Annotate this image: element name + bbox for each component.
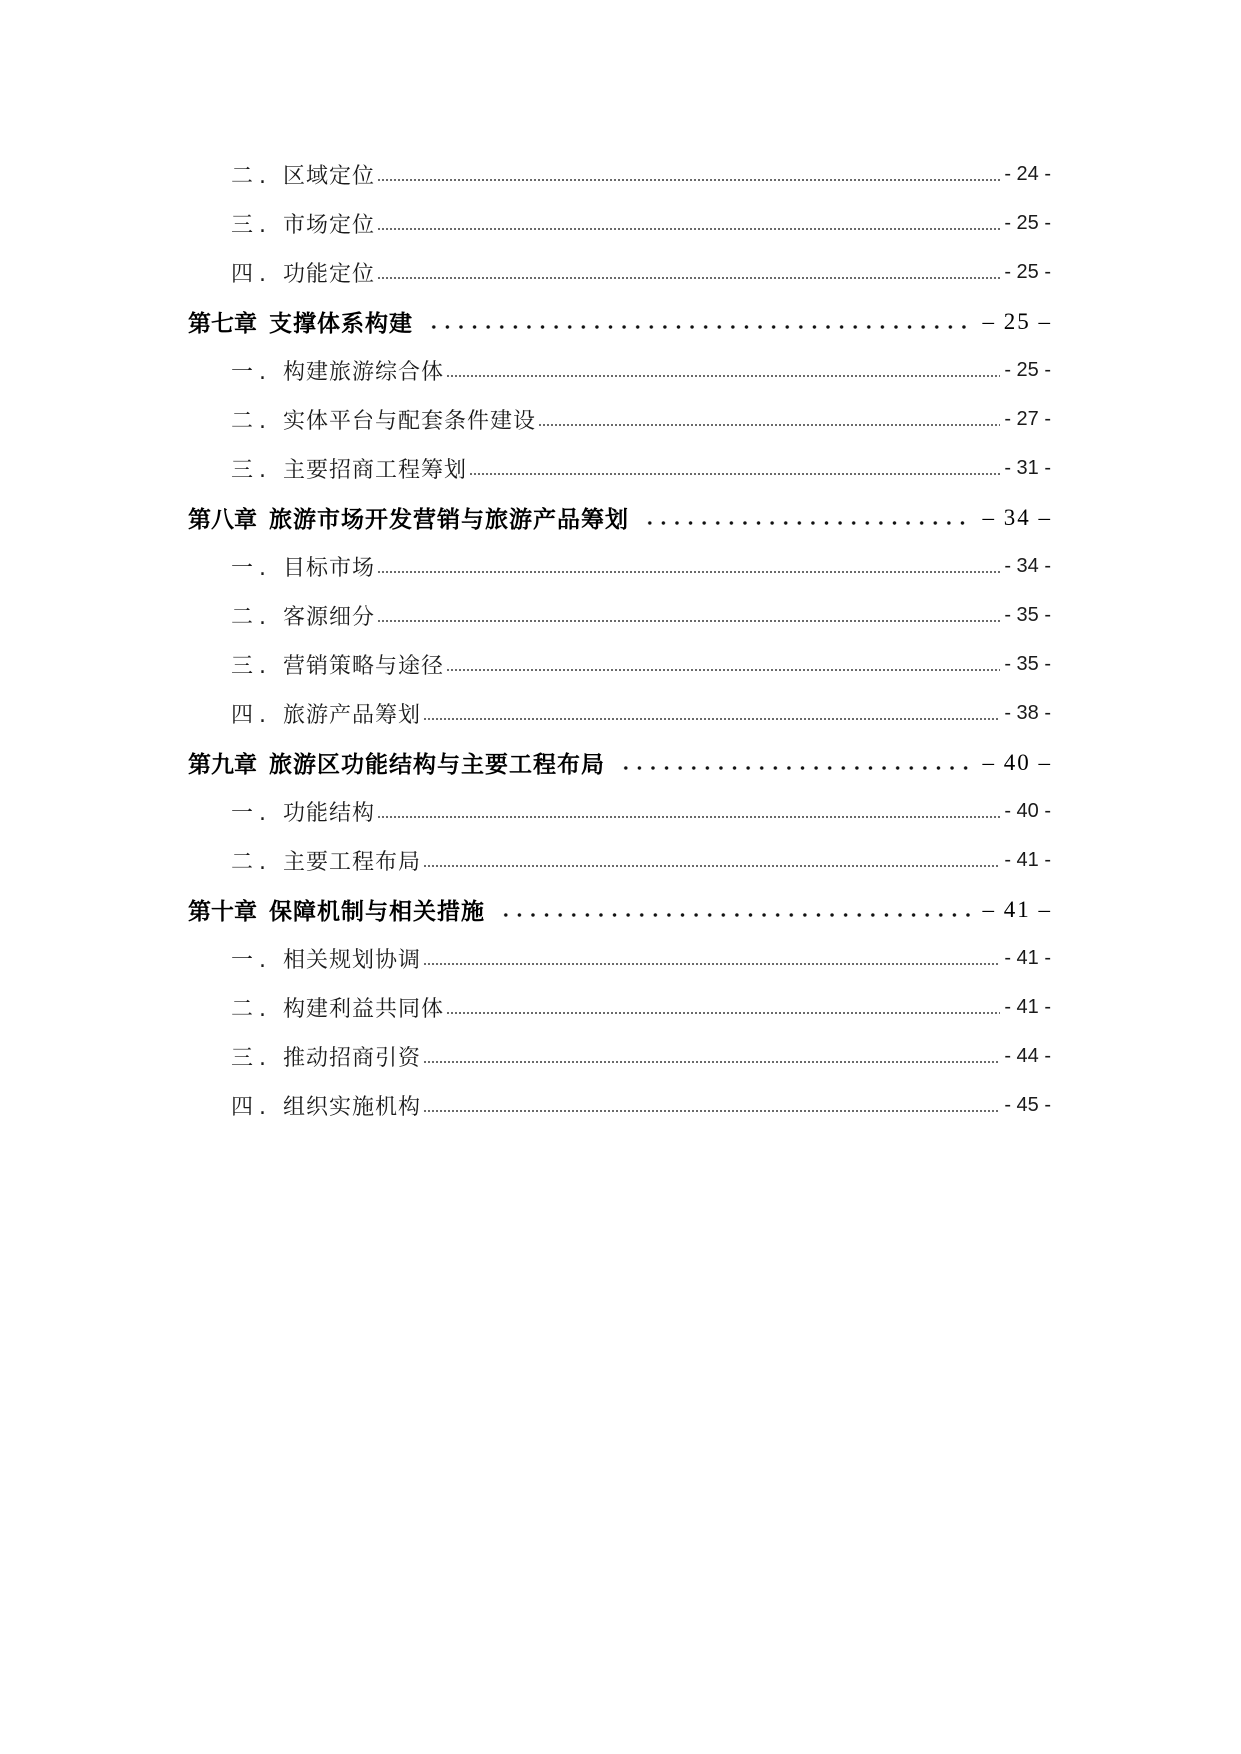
toc-entry-number: 一. — [231, 556, 272, 581]
toc-entry-page: - 35 - — [1004, 604, 1051, 626]
toc-entry[interactable] — [0, 934, 1051, 983]
toc-entry[interactable] — [0, 836, 1051, 885]
toc-entry-title: 区域定位 — [283, 164, 376, 189]
dot-leader — [427, 322, 973, 332]
dot-leader — [423, 959, 1000, 969]
toc-entry[interactable] — [0, 248, 1051, 297]
dot-leader — [377, 616, 1000, 626]
dot-leader — [377, 812, 1000, 822]
toc-entry-page: - 24 - — [1004, 163, 1051, 185]
toc-chapter-page: – 41 – — [982, 896, 1052, 922]
toc-chapter-title: 支撑体系构建 — [269, 311, 413, 337]
toc-entry-page: - 44 - — [1004, 1045, 1051, 1067]
toc-chapter-title: 旅游区功能结构与主要工程布局 — [269, 752, 605, 778]
toc-entry[interactable] — [0, 395, 1051, 444]
toc-entry-title: 主要招商工程筹划 — [283, 458, 468, 483]
toc-entry-title: 推动招商引资 — [283, 1046, 422, 1071]
dot-leader — [446, 665, 1000, 675]
toc-entry-title: 营销策略与途径 — [283, 654, 445, 679]
dot-leader — [643, 518, 973, 528]
dot-leader — [377, 224, 1000, 234]
dot-leader — [377, 175, 1000, 185]
toc-entry-page: - 31 - — [1004, 457, 1051, 479]
toc-entry[interactable] — [0, 983, 1051, 1032]
dot-leader — [538, 420, 1000, 430]
toc-entry-number: 一. — [231, 948, 272, 973]
toc-entry-title: 市场定位 — [283, 213, 376, 238]
toc-entry-page: - 34 - — [1004, 555, 1051, 577]
dot-leader — [619, 763, 973, 773]
dot-leader — [423, 861, 1000, 871]
toc-entry-page: - 40 - — [1004, 800, 1051, 822]
dot-leader — [446, 371, 1000, 381]
toc-entry-title: 功能结构 — [283, 801, 376, 826]
dot-leader — [423, 1057, 1000, 1067]
toc-entry[interactable] — [0, 689, 1051, 738]
toc-entry-page: - 45 - — [1004, 1094, 1051, 1116]
toc-chapter-number: 第八章 — [188, 507, 257, 533]
toc-entry[interactable] — [0, 199, 1051, 248]
dot-leader — [377, 567, 1000, 577]
toc-entry-page: - 41 - — [1004, 996, 1051, 1018]
toc-entry-number: 二. — [231, 997, 272, 1022]
toc-entry-title: 组织实施机构 — [283, 1095, 422, 1120]
toc-entry[interactable] — [0, 444, 1051, 493]
toc-entry[interactable] — [0, 346, 1051, 395]
dot-leader — [377, 273, 1000, 283]
toc-entry-title: 相关规划协调 — [283, 948, 422, 973]
toc-chapter-page: – 34 – — [982, 504, 1052, 530]
toc-chapter-page: – 40 – — [982, 749, 1052, 775]
toc-entry-page: - 27 - — [1004, 408, 1051, 430]
toc-entry-number: 四. — [231, 262, 272, 287]
toc-entry-number: 一. — [231, 360, 272, 385]
toc-entry-page: - 38 - — [1004, 702, 1051, 724]
dot-leader — [423, 1106, 1000, 1116]
toc-chapter-title: 旅游市场开发营销与旅游产品筹划 — [269, 507, 629, 533]
toc-entry-title: 实体平台与配套条件建设 — [283, 409, 537, 434]
toc-entry-number: 二. — [231, 409, 272, 434]
table-of-contents — [0, 150, 1241, 1130]
dot-leader — [446, 1008, 1000, 1018]
toc-entry-number: 四. — [231, 703, 272, 728]
toc-entry[interactable] — [0, 150, 1051, 199]
toc-entry-number: 三. — [231, 458, 272, 483]
toc-entry-page: - 25 - — [1004, 212, 1051, 234]
toc-entry-title: 构建利益共同体 — [283, 997, 445, 1022]
dot-leader — [423, 714, 1000, 724]
toc-entry[interactable] — [0, 542, 1051, 591]
toc-entry-page: - 41 - — [1004, 947, 1051, 969]
toc-entry[interactable] — [0, 1081, 1051, 1130]
toc-chapter-number: 第九章 — [188, 752, 257, 778]
toc-entry-page: - 25 - — [1004, 359, 1051, 381]
toc-entry-page: - 35 - — [1004, 653, 1051, 675]
toc-entry[interactable] — [0, 1032, 1051, 1081]
toc-entry-number: 二. — [231, 850, 272, 875]
toc-entry-page: - 25 - — [1004, 261, 1051, 283]
toc-entry[interactable] — [0, 591, 1051, 640]
toc-chapter-entry[interactable] — [0, 297, 1052, 346]
toc-chapter-title: 保障机制与相关措施 — [269, 899, 485, 925]
toc-entry-title: 主要工程布局 — [283, 850, 422, 875]
toc-entry-number: 二. — [231, 164, 272, 189]
toc-entry[interactable] — [0, 787, 1051, 836]
toc-entry-title: 构建旅游综合体 — [283, 360, 445, 385]
toc-entry-title: 功能定位 — [283, 262, 376, 287]
toc-chapter-entry[interactable] — [0, 493, 1052, 542]
toc-chapter-entry[interactable] — [0, 738, 1052, 787]
dot-leader — [499, 910, 973, 920]
toc-entry[interactable] — [0, 640, 1051, 689]
toc-entry-number: 三. — [231, 654, 272, 679]
toc-entry-number: 二. — [231, 605, 272, 630]
toc-entry-title: 旅游产品筹划 — [283, 703, 422, 728]
toc-chapter-number: 第十章 — [188, 899, 257, 925]
toc-entry-title: 客源细分 — [283, 605, 376, 630]
toc-entry-title: 目标市场 — [283, 556, 376, 581]
toc-chapter-page: – 25 – — [982, 308, 1052, 334]
toc-entry-page: - 41 - — [1004, 849, 1051, 871]
toc-entry-number: 四. — [231, 1095, 272, 1120]
toc-chapter-entry[interactable] — [0, 885, 1052, 934]
toc-entry-number: 一. — [231, 801, 272, 826]
toc-entry-number: 三. — [231, 213, 272, 238]
toc-chapter-number: 第七章 — [188, 311, 257, 337]
dot-leader — [469, 469, 1000, 479]
toc-entry-number: 三. — [231, 1046, 272, 1071]
